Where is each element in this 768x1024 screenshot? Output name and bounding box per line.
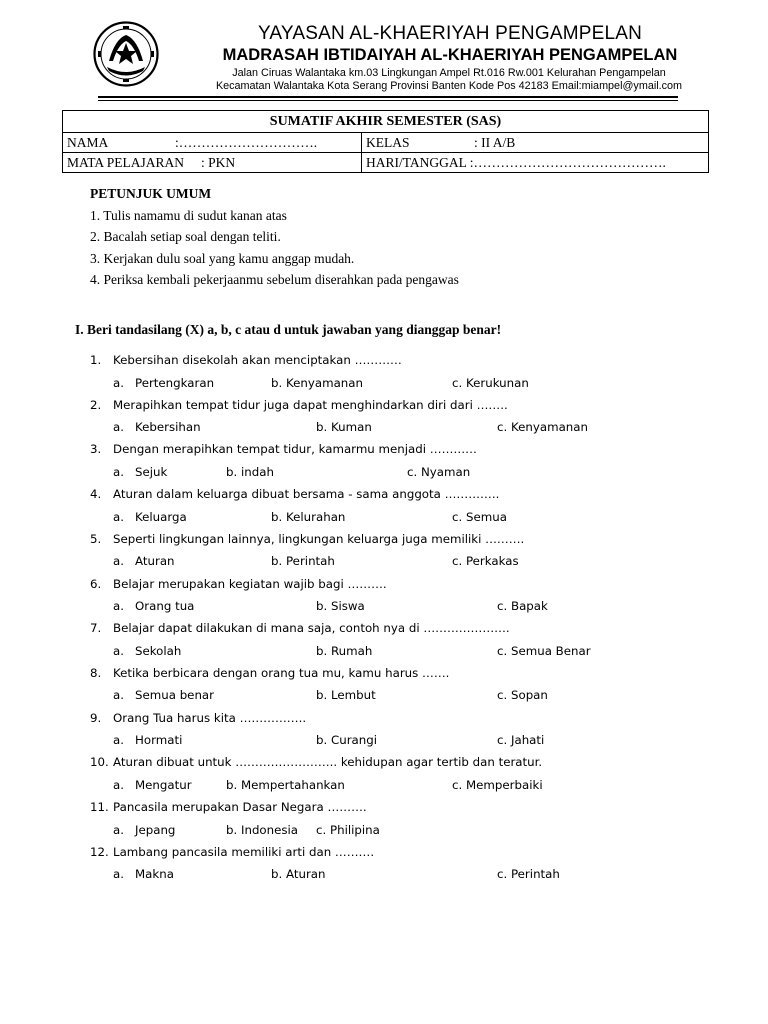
option-b[interactable] — [271, 510, 345, 524]
option-a[interactable] — [113, 867, 174, 881]
option-text: c. Semua — [452, 509, 507, 524]
question-text: Lambang pancasila memiliki arti dan ………. — [113, 844, 375, 859]
question-11 — [90, 800, 367, 814]
option-c[interactable] — [497, 733, 544, 747]
option-text: Sekolah — [135, 643, 182, 658]
address-line-2: Kecamatan Walantaka Kota Serang Provinsi Banten Kode Pos 42183 Email:miampel@ymail.com — [215, 80, 683, 92]
question-number: 3. — [90, 442, 102, 457]
mapel-label: MATA PELAJARAN — [67, 154, 185, 170]
question-number: 10. — [90, 755, 109, 770]
question-5 — [90, 532, 524, 546]
option-letter: a. — [113, 688, 124, 703]
option-text: Orang tua — [135, 599, 195, 613]
option-letter: a. — [113, 777, 124, 792]
question-number: 8. — [90, 665, 102, 680]
option-a[interactable] — [113, 465, 167, 479]
question-text: Aturan dalam keluarga dibuat bersama - sama anggota ………….. — [113, 487, 500, 502]
option-c[interactable] — [497, 644, 591, 658]
option-a[interactable] — [113, 733, 182, 747]
section-title: I. Beri tandasilang (X) a, b, c atau d untuk jawaban yang dianggap benar! — [75, 322, 502, 337]
option-b[interactable] — [226, 778, 345, 792]
option-b[interactable] — [316, 599, 365, 613]
instruction-item: 2. Bacalah setiap soal dengan teliti. — [90, 229, 281, 245]
option-b[interactable] — [316, 644, 372, 658]
nama-cell[interactable] — [63, 133, 362, 153]
option-text: c. Philipina — [316, 822, 380, 837]
instruction-item: 4. Periksa kembali pekerjaanmu sebelum diserahkan pada pengawas — [90, 271, 459, 287]
address-line-1: Jalan Ciruas Walantaka km.03 Lingkungan Ampel Rt.016 Rw.001 Kelurahan Pengampelan — [232, 67, 666, 79]
school-logo — [93, 21, 159, 87]
option-b[interactable] — [271, 867, 326, 881]
option-letter: a. — [113, 822, 124, 837]
question-text: Ketika berbicara dengan orang tua mu, kamu harus ……. — [113, 665, 450, 680]
option-c[interactable] — [497, 867, 560, 881]
option-text: b. Siswa — [316, 599, 365, 613]
question-6 — [90, 577, 387, 591]
option-text: Hormati — [135, 733, 183, 748]
question-1 — [90, 353, 402, 367]
option-text: Mengatur — [135, 777, 192, 792]
question-8 — [90, 666, 449, 680]
option-a[interactable] — [113, 420, 201, 434]
question-text: Aturan dibuat untuk …………………….. kehidupan agar tertib dan teratur. — [113, 755, 543, 770]
header-divider-thick — [98, 96, 678, 98]
option-b[interactable] — [316, 733, 377, 747]
exam-info-table — [62, 110, 709, 173]
school-address — [213, 67, 685, 93]
option-letter: a. — [113, 554, 124, 569]
nama-label: NAMA — [67, 134, 109, 150]
option-b[interactable] — [226, 465, 274, 479]
foundation-name: YAYASAN AL-KHAERIYAH PENGAMPELAN — [257, 23, 643, 44]
option-b[interactable] — [316, 688, 376, 702]
exam-title: SUMATIF AKHIR SEMESTER (SAS) — [63, 111, 709, 133]
option-c[interactable] — [316, 823, 380, 837]
option-text: b. Indonesia — [226, 822, 299, 837]
option-text: b. Lembut — [316, 688, 376, 703]
question-number: 6. — [90, 576, 102, 591]
question-number: 1. — [90, 353, 102, 367]
option-text: c. Kerukunan — [452, 375, 529, 390]
option-text: b. Mempertahankan — [226, 777, 345, 792]
option-letter: a. — [113, 599, 124, 613]
nama-value: :…………………………. — [175, 134, 318, 150]
question-2 — [90, 398, 508, 412]
question-text: Pancasila merupakan Dasar Negara ………. — [113, 800, 367, 814]
kelas-cell — [362, 133, 709, 153]
option-text: b. Kenyamanan — [271, 375, 363, 390]
option-text: Sejuk — [135, 464, 168, 479]
option-text: Aturan — [135, 554, 175, 569]
option-letter: a. — [113, 643, 124, 658]
option-letter: a. — [113, 375, 124, 390]
question-7 — [90, 621, 510, 635]
option-a[interactable] — [113, 778, 192, 792]
question-text: Merapihkan tempat tidur juga dapat menghindarkan diri dari …….. — [113, 397, 508, 412]
school-name: MADRASAH IBTIDAIYAH AL-KHAERIYAH PENGAMPELAN — [222, 46, 678, 64]
instruction-item: 1. Tulis namamu di sudut kanan atas — [90, 208, 287, 223]
option-letter: a. — [113, 867, 124, 882]
option-a[interactable] — [113, 823, 175, 837]
option-b[interactable] — [271, 554, 335, 568]
option-c[interactable] — [452, 778, 543, 792]
option-b[interactable] — [271, 376, 363, 390]
option-text: c. Kenyamanan — [497, 420, 588, 435]
option-text: Makna — [135, 867, 174, 882]
question-number: 7. — [90, 621, 102, 636]
question-number: 5. — [90, 531, 102, 546]
option-a[interactable] — [113, 554, 175, 568]
option-b[interactable] — [226, 823, 298, 837]
option-text: b. Curangi — [316, 733, 378, 748]
question-text: Belajar merupakan kegiatan wajib bagi ………. — [113, 576, 387, 591]
option-text: b. Perintah — [271, 554, 335, 569]
option-text: b. Rumah — [316, 643, 373, 658]
option-c[interactable] — [497, 599, 548, 613]
question-text: Seperti lingkungan lainnya, lingkungan keluarga juga memiliki ………. — [113, 531, 525, 546]
option-b[interactable] — [316, 420, 372, 434]
option-a[interactable] — [113, 510, 187, 524]
hari-value: :……………………………………. — [469, 154, 666, 170]
option-text: Kebersihan — [135, 420, 201, 435]
option-text: b. Kelurahan — [271, 509, 346, 524]
option-text: Keluarga — [135, 509, 187, 524]
mapel-value: : PKN — [201, 154, 236, 170]
question-text: Kebersihan disekolah akan menciptakan ………… — [113, 353, 402, 367]
option-text: c. Memperbaiki — [452, 777, 543, 792]
question-text: Belajar dapat dilakukan di mana saja, contoh nya di …………………. — [113, 621, 510, 636]
option-letter: a. — [113, 509, 124, 524]
option-c[interactable] — [452, 554, 519, 568]
question-number: 11. — [90, 800, 109, 814]
kelas-value: : II A/B — [474, 134, 516, 150]
instruction-item: 3. Kerjakan dulu soal yang kamu anggap mudah. — [90, 250, 355, 266]
option-text: Semua benar — [135, 688, 214, 703]
question-number: 9. — [90, 710, 102, 725]
question-number: 4. — [90, 487, 102, 502]
header-divider-thin — [98, 100, 678, 101]
option-text: Jepang — [135, 822, 176, 837]
question-9 — [90, 711, 306, 725]
question-3 — [90, 442, 477, 456]
question-text: Orang Tua harus kita …………….. — [113, 710, 307, 725]
option-text: c. Bapak — [497, 599, 548, 613]
option-a[interactable] — [113, 599, 194, 613]
emblem-icon — [93, 21, 159, 87]
option-text: b. Aturan — [271, 867, 326, 882]
option-letter: a. — [113, 464, 124, 479]
mapel-cell — [63, 153, 362, 173]
option-c[interactable] — [452, 376, 529, 390]
option-text: c. Jahati — [497, 733, 545, 748]
option-text: c. Semua Benar — [497, 643, 591, 658]
option-text: b. Kuman — [316, 420, 372, 435]
option-c[interactable] — [497, 420, 588, 434]
option-text: b. indah — [226, 464, 274, 479]
option-text: c. Nyaman — [407, 464, 471, 479]
hari-label: HARI/TANGGAL — [366, 154, 467, 170]
question-4 — [90, 487, 499, 501]
instructions-heading: PETUNJUK UMUM — [90, 186, 212, 201]
option-text: c. Perintah — [497, 867, 560, 882]
question-12 — [90, 845, 374, 859]
question-number: 2. — [90, 397, 102, 412]
option-text: Pertengkaran — [135, 375, 215, 390]
kelas-label: KELAS — [366, 134, 410, 150]
option-a[interactable] — [113, 688, 214, 702]
question-number: 12. — [90, 844, 109, 859]
option-letter: a. — [113, 733, 124, 748]
hari-cell[interactable] — [362, 153, 709, 173]
option-c[interactable] — [407, 465, 470, 479]
instructions-list — [90, 207, 459, 292]
option-c[interactable] — [452, 510, 507, 524]
option-a[interactable] — [113, 376, 214, 390]
option-c[interactable] — [497, 688, 548, 702]
option-letter: a. — [113, 420, 124, 435]
question-10 — [90, 755, 542, 769]
question-text: Dengan merapihkan tempat tidur, kamarmu menjadi ………… — [113, 442, 477, 457]
option-a[interactable] — [113, 644, 181, 658]
option-text: c. Perkakas — [452, 554, 519, 569]
option-text: c. Sopan — [497, 688, 548, 703]
